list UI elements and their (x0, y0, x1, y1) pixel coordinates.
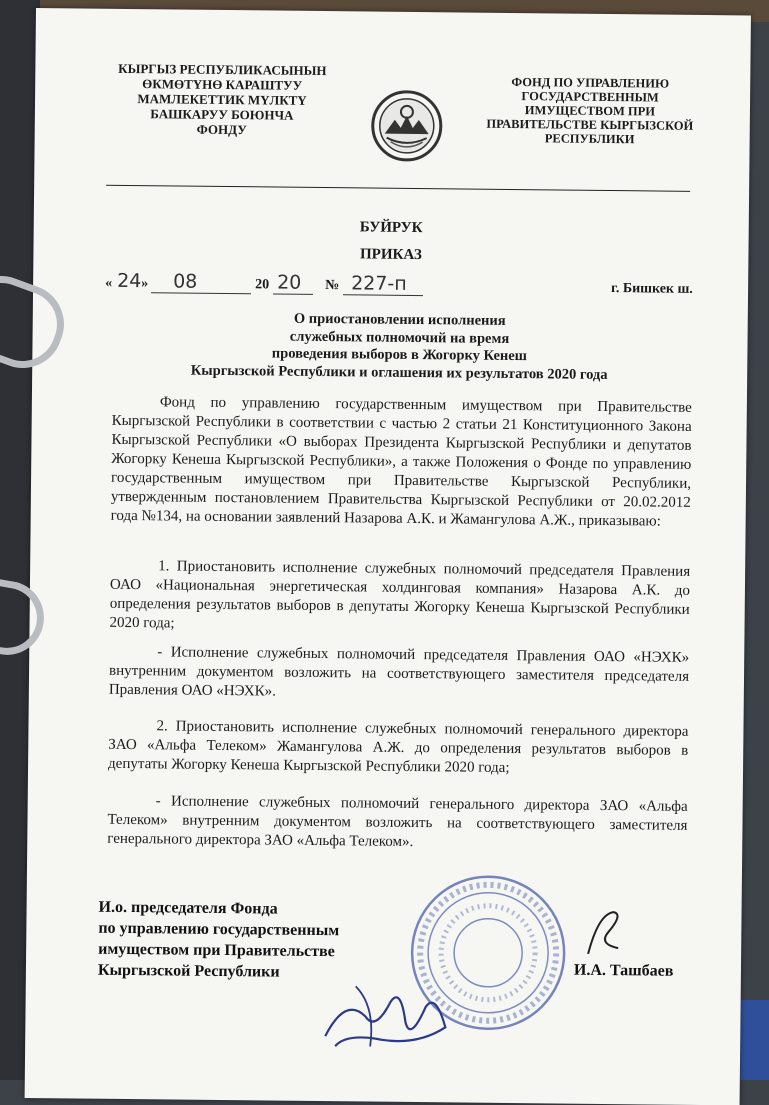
date-number-line (105, 269, 695, 306)
signatory-position-line: И.о. председателя Фонда (98, 898, 278, 918)
header-left-line: ӨКМӨТҮНӨ КАРАШТУУ (142, 76, 303, 93)
item-1-paragraph: 1. Приостановить исполнение служебных полномочий председателя Правления ОАО «Национальная энергетическая холдинговая компания» Назарова А.К. до определения результатов выборов в депутаты Жогорку Кенеша Кыргызской Республики 2020 года; (109, 558, 691, 632)
doc-type-russian: ПРИКАЗ (359, 246, 422, 264)
item-1-sub-paragraph: - Исполнение служебных полномочий председателя Правления ОАО «НЭХК» внутренним документом возложить на соответствующего заместителя председателя Правления ОАО «НЭХК». (108, 644, 690, 700)
header-right-line: ИМУЩЕСТВОМ ПРИ (524, 103, 656, 119)
date-close-quote: » (141, 276, 149, 292)
date-year-suffix: 20 (277, 271, 302, 294)
subject-line: О приостановлении исполнения (293, 310, 506, 329)
date-month: 08 (173, 270, 198, 293)
signatory-position-line: по управлению государственным (98, 919, 340, 940)
signatory-position-line: Кыргызской Республики (97, 961, 280, 981)
date-day: 24 (117, 269, 142, 293)
subject-line: Кыргызской Республики и оглашения их результатов 2020 года (190, 362, 608, 383)
signature-scribble-icon (315, 976, 466, 1058)
header-left-line: ФОНДУ (196, 121, 247, 138)
signatory-name: И.А. Ташбаев (573, 961, 674, 980)
doc-type-kyrgyz: БУЙРУК (359, 219, 423, 237)
header-divider (106, 185, 690, 192)
item-2-paragraph: 2. Приостановить исполнение служебных полномочий генерального директора ЗАО «Альфа Телеком» Жамангулова А.Ж. до определения результатов выборов в депутаты Жогорку Кенеша Кыргызской Республики 2020 года; (108, 718, 689, 777)
header-right-line: РЕСПУБЛИКИ (544, 131, 635, 147)
city-label: г. Бишкек ш. (611, 281, 693, 297)
state-emblem-icon (370, 90, 443, 163)
item-2-sub-paragraph: - Исполнение служебных полномочий генерального директора ЗАО «Альфа Телеком» внутренним документом возложить на соответствующего заместителя генерального директора ЗАО «Альфа Телеком». (107, 793, 688, 850)
header-kyrgyz-org (107, 61, 338, 138)
subject-line: проведения выборов в Жогорку Кенеш (271, 345, 528, 365)
header-left-line: КЫРГЫЗ РЕСПУБЛИКАСЫНЫН (118, 60, 327, 79)
header-russian-org (480, 75, 701, 147)
number-label: № (325, 278, 340, 294)
header-right-line: ГОСУДАРСТВЕННЫМ (521, 89, 659, 105)
header-left-line: МАМЛЕКЕТТИК МҮЛКТҮ (137, 91, 307, 108)
order-subject (104, 309, 695, 385)
intro-paragraph: Фонд по управлению государственным имуществом при Правительстве Кыргызской Республики в соответствии с частью 2 статьи 21 Конституционного Закона Кыргызской Республики «О выборах Президента Кыргызской Республики и депутатов Жогорку Кенеша Кыргызской Республики», а также Положения о Фонде по управлению государственным имуществом при Правительстве Кыргызской Республики, утвержденным постановлением Правительства Кыргызской Республики от 20.02.2012 года №134, на основании заявлений Назарова А.К. и Жамангулова А.Ж., приказываю: (110, 394, 692, 530)
month-underline (151, 292, 251, 294)
subject-line: служебных полномочий на время (289, 328, 510, 347)
header-right-line: ФОНД ПО УПРАВЛЕНИЮ (511, 74, 670, 91)
order-number: 227-п (351, 272, 407, 295)
signatory-position (98, 897, 389, 984)
signatory-position-line: имуществом при Правительстве (98, 940, 335, 961)
handwritten-signature-mark-icon (578, 904, 639, 965)
header-right-line: ПРАВИТЕЛЬСТВЕ КЫРГЫЗСКОЙ (486, 116, 694, 133)
date-year-prefix: 20 (255, 277, 270, 293)
header-left-line: БАШКАРУУ БОЮНЧА (150, 106, 294, 123)
document-page (25, 8, 751, 1105)
date-open-quote: « (105, 275, 113, 291)
